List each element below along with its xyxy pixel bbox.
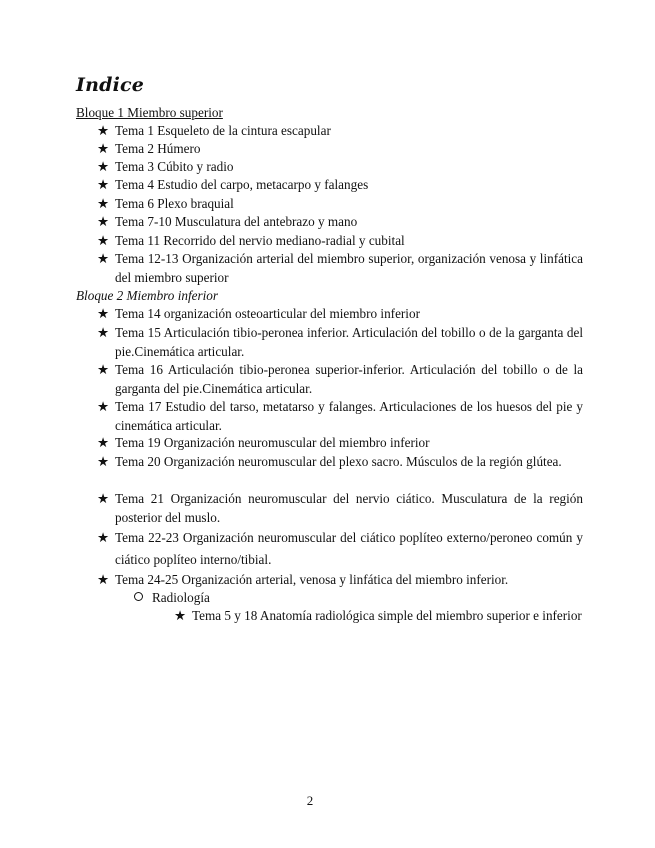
list-item: ★ Tema 2 Húmero bbox=[97, 141, 201, 157]
circle-bullet-icon bbox=[134, 592, 143, 601]
list-item: ★ Tema 19 Organización neuromuscular del miembro inferior bbox=[97, 435, 430, 451]
star-bullet-icon: ★ bbox=[97, 325, 110, 341]
list-item: ★ Tema 3 Cúbito y radio bbox=[97, 159, 234, 175]
list-item: ★ Tema 21 Organización neuromuscular del nervio ciático. Musculatura de la región posterior del muslo. bbox=[97, 491, 583, 525]
star-bullet-icon: ★ bbox=[174, 608, 187, 624]
star-bullet-icon: ★ bbox=[97, 362, 110, 378]
star-bullet-icon: ★ bbox=[97, 141, 110, 157]
block2-heading: Bloque 2 Miembro inferior bbox=[76, 288, 218, 303]
star-bullet-icon: ★ bbox=[97, 491, 110, 507]
star-bullet-icon: ★ bbox=[97, 251, 110, 267]
list-item: ★ Tema 24-25 Organización arterial, venosa y linfática del miembro inferior. bbox=[97, 572, 509, 588]
list-item: ★ Tema 22-23 Organización neuromuscular del ciático poplíteo externo/peroneo común y ciático poplíteo interno/tibial. bbox=[97, 527, 583, 571]
list-item: ★ Tema 12-13 Organización arterial del miembro superior, organización venosa y linfática del miembro superior bbox=[97, 251, 583, 285]
list-item: ★ Tema 7-10 Musculatura del antebrazo y mano bbox=[97, 214, 358, 230]
list-item: ★ Tema 15 Articulación tibio-peronea inferior. Articulación del tobillo o de la garganta del pie.Cinemática articular. bbox=[97, 325, 583, 359]
list-item: ★ Tema 20 Organización neuromuscular del plexo sacro. Músculos de la región glútea. bbox=[97, 454, 562, 470]
page-title: Indice bbox=[76, 74, 145, 96]
list-item: ★ Tema 16 Articulación tibio-peronea superior-inferior. Articulación del tobillo o de la garganta del pie.Cinemática articular. bbox=[97, 362, 583, 396]
star-bullet-icon: ★ bbox=[97, 233, 110, 249]
star-bullet-icon: ★ bbox=[97, 530, 110, 546]
star-bullet-icon: ★ bbox=[97, 306, 110, 322]
nested-list-item: ★ Tema 5 y 18 Anatomía radiológica simple del miembro superior e inferior bbox=[174, 608, 582, 624]
page-number: 2 bbox=[306, 793, 314, 808]
block1-heading: Bloque 1 Miembro superior bbox=[76, 105, 223, 120]
star-bullet-icon: ★ bbox=[97, 123, 110, 139]
list-item: ★ Tema 4 Estudio del carpo, metacarpo y falanges bbox=[97, 177, 369, 193]
star-bullet-icon: ★ bbox=[97, 214, 110, 230]
list-item: ★ Tema 1 Esqueleto de la cintura escapular bbox=[97, 123, 331, 139]
star-bullet-icon: ★ bbox=[97, 177, 110, 193]
list-item: ★ Tema 6 Plexo braquial bbox=[97, 196, 234, 212]
star-bullet-icon: ★ bbox=[97, 572, 110, 588]
list-item: ★ Tema 17 Estudio del tarso, metatarso y falanges. Articulaciones de los huesos del pie y cinemática articular. bbox=[97, 399, 583, 433]
star-bullet-icon: ★ bbox=[97, 399, 110, 415]
star-bullet-icon: ★ bbox=[97, 196, 110, 212]
list-item: ★ Tema 11 Recorrido del nervio mediano-radial y cubital bbox=[97, 233, 405, 249]
star-bullet-icon: ★ bbox=[97, 435, 110, 451]
star-bullet-icon: ★ bbox=[97, 159, 110, 175]
sub-list-item: Radiología bbox=[134, 589, 210, 607]
star-bullet-icon: ★ bbox=[97, 454, 110, 470]
list-item: ★ Tema 14 organización osteoarticular del miembro inferior bbox=[97, 306, 420, 322]
